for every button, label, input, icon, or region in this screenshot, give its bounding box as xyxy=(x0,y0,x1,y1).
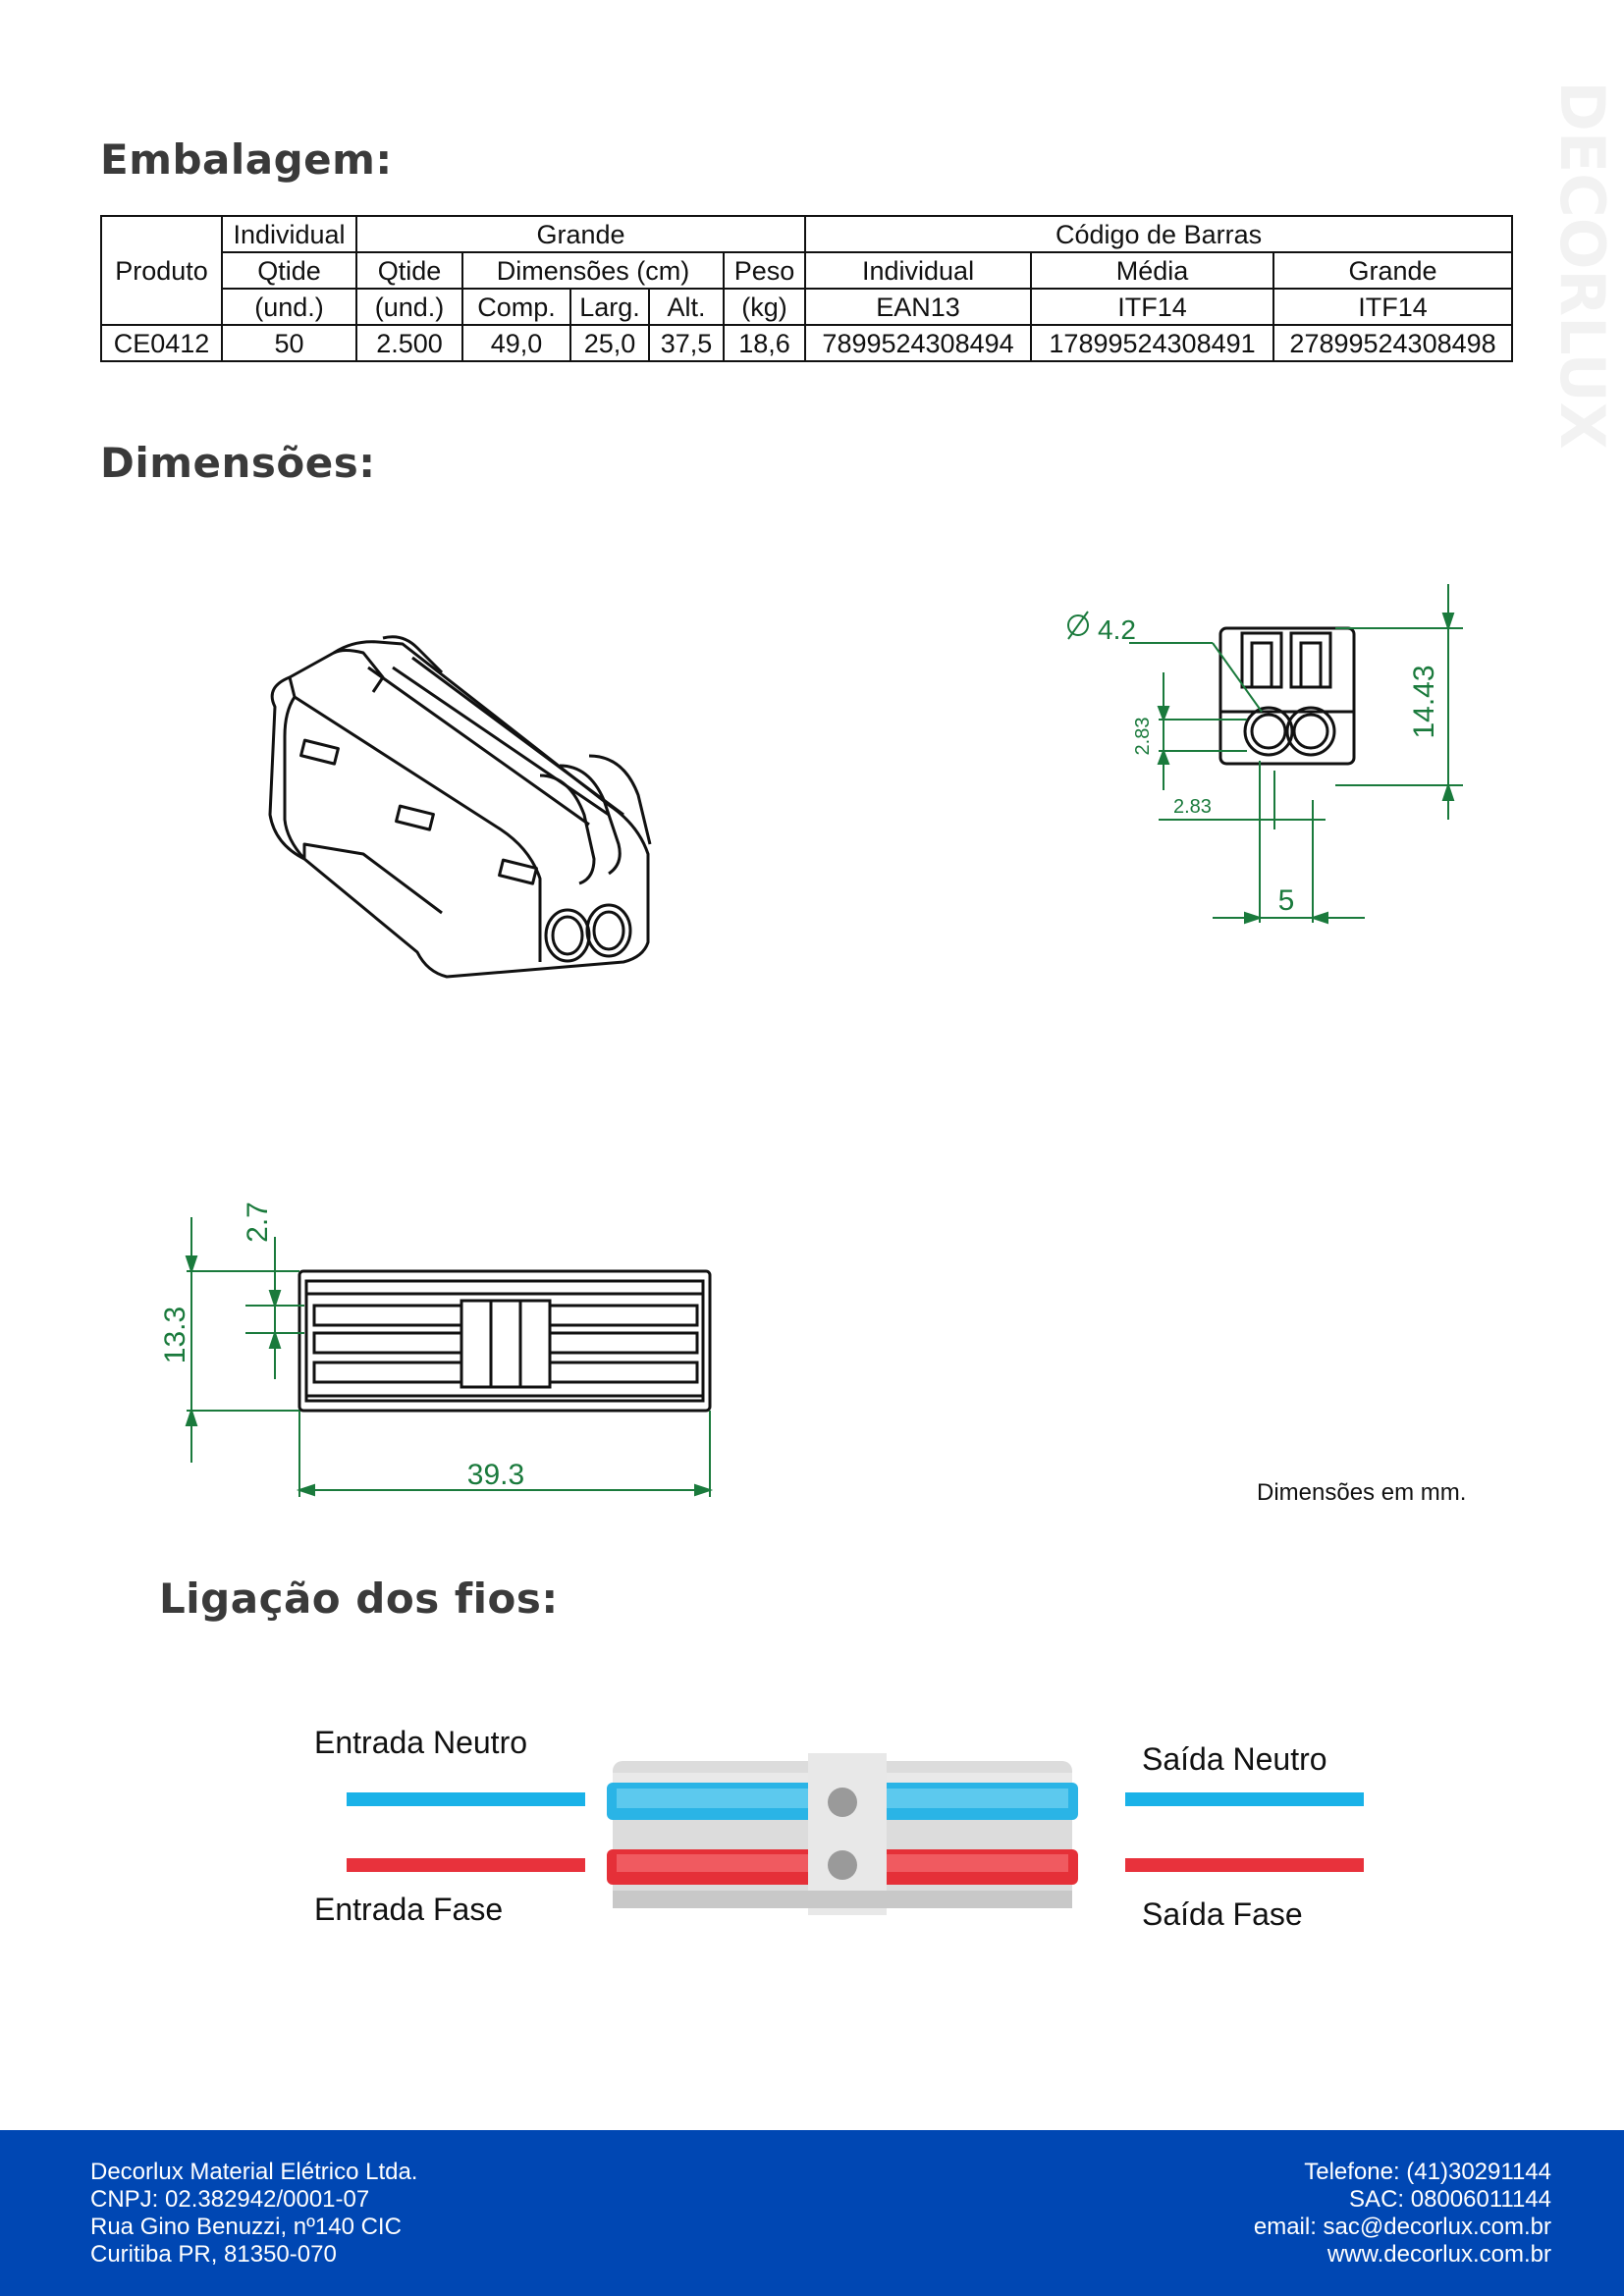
col-barcode-header: Código de Barras xyxy=(805,216,1512,252)
output-phase-wire xyxy=(1125,1858,1364,1872)
company-name: Decorlux Material Elétrico Ltda. xyxy=(90,2159,418,2185)
footer xyxy=(0,2130,1624,2296)
connector-end-view-drawing xyxy=(1041,574,1473,928)
col-qtide-grande: Qtide xyxy=(356,252,462,289)
units-note: Dimensões em mm. xyxy=(1257,1479,1467,1506)
cell-barcode-grande: 27899524308498 xyxy=(1273,325,1512,361)
barcode-type: EAN13 xyxy=(805,289,1031,325)
unit-label: (und.) xyxy=(222,289,356,325)
col-barcode-individual: Individual xyxy=(805,252,1031,289)
input-neutral-wire xyxy=(347,1792,585,1806)
company-cnpj: CNPJ: 02.382942/0001-07 xyxy=(90,2186,370,2213)
col-alt-header: Alt. xyxy=(649,289,724,325)
contact-phone: Telefone: (41)30291144 xyxy=(1304,2159,1551,2185)
contact-email[interactable]: email: sac@decorlux.com.br xyxy=(1253,2214,1551,2240)
end-view-spacing-h-label: 2.83 xyxy=(1173,796,1212,818)
output-neutral-wire xyxy=(1125,1792,1364,1806)
col-peso-header: Peso xyxy=(724,252,805,289)
table-row xyxy=(101,325,1512,361)
table-header-row xyxy=(101,252,1512,289)
contact-sac: SAC: 08006011144 xyxy=(1349,2186,1551,2213)
watermark-text: DECORLUX xyxy=(1546,80,1618,450)
col-product-header: Produto xyxy=(101,216,222,325)
input-phase-wire xyxy=(347,1858,585,1872)
end-view-pitch-label: 5 xyxy=(1277,884,1295,917)
dimensions-heading: Dimensões: xyxy=(100,439,376,487)
output-phase-label: Saída Fase xyxy=(1142,1896,1303,1932)
barcode-type: ITF14 xyxy=(1273,289,1512,325)
cell-comp: 49,0 xyxy=(462,325,570,361)
barcode-type: ITF14 xyxy=(1031,289,1273,325)
col-larg-header: Larg. xyxy=(570,289,649,325)
top-view-length-label: 39.3 xyxy=(466,1459,525,1491)
cell-peso: 18,6 xyxy=(724,325,805,361)
input-phase-label: Entrada Fase xyxy=(314,1892,504,1927)
cell-larg: 25,0 xyxy=(570,325,649,361)
top-view-offset-label: 2.7 xyxy=(242,1201,274,1243)
cell-alt: 37,5 xyxy=(649,325,724,361)
col-dimensions-header: Dimensões (cm) xyxy=(462,252,724,289)
packaging-table xyxy=(100,215,1513,362)
col-qtide-individual: Qtide xyxy=(222,252,356,289)
connector-isometric-drawing xyxy=(245,618,707,991)
connector-top-view-drawing xyxy=(147,1188,736,1512)
cell-product: CE0412 xyxy=(101,325,222,361)
end-view-spacing-v-label: 2.83 xyxy=(1132,717,1154,756)
output-neutral-label: Saída Neutro xyxy=(1142,1741,1327,1777)
col-barcode-media: Média xyxy=(1031,252,1273,289)
cell-qtide-grande: 2.500 xyxy=(356,325,462,361)
decorlux-watermark xyxy=(1537,64,1618,450)
footer-company-info xyxy=(90,2159,417,2269)
col-barcode-grande: Grande xyxy=(1273,252,1512,289)
table-header-row xyxy=(101,216,1512,252)
wiring-heading: Ligação dos fios: xyxy=(159,1575,559,1623)
unit-label: (und.) xyxy=(356,289,462,325)
connector-photo xyxy=(607,1753,1078,1915)
col-grande-header: Grande xyxy=(356,216,805,252)
unit-label: (kg) xyxy=(724,289,805,325)
end-view-diameter-label: 4.2 xyxy=(1098,614,1136,645)
end-view-height-label: 14.43 xyxy=(1408,665,1440,739)
col-comp-header: Comp. xyxy=(462,289,570,325)
contact-website[interactable]: www.decorlux.com.br xyxy=(1326,2241,1551,2268)
cell-barcode-media: 17899524308491 xyxy=(1031,325,1273,361)
top-view-height-label: 13.3 xyxy=(159,1306,191,1364)
company-street: Rua Gino Benuzzi, nº140 CIC xyxy=(90,2214,402,2240)
footer-contact-info xyxy=(1254,2159,1551,2269)
company-city: Curitiba PR, 81350-070 xyxy=(90,2241,337,2268)
col-individual-header: Individual xyxy=(222,216,356,252)
cell-barcode-individual: 7899524308494 xyxy=(805,325,1031,361)
table-header-row xyxy=(101,289,1512,325)
packaging-heading: Embalagem: xyxy=(100,135,393,184)
input-neutral-label: Entrada Neutro xyxy=(314,1725,528,1760)
cell-qtide-individual: 50 xyxy=(222,325,356,361)
